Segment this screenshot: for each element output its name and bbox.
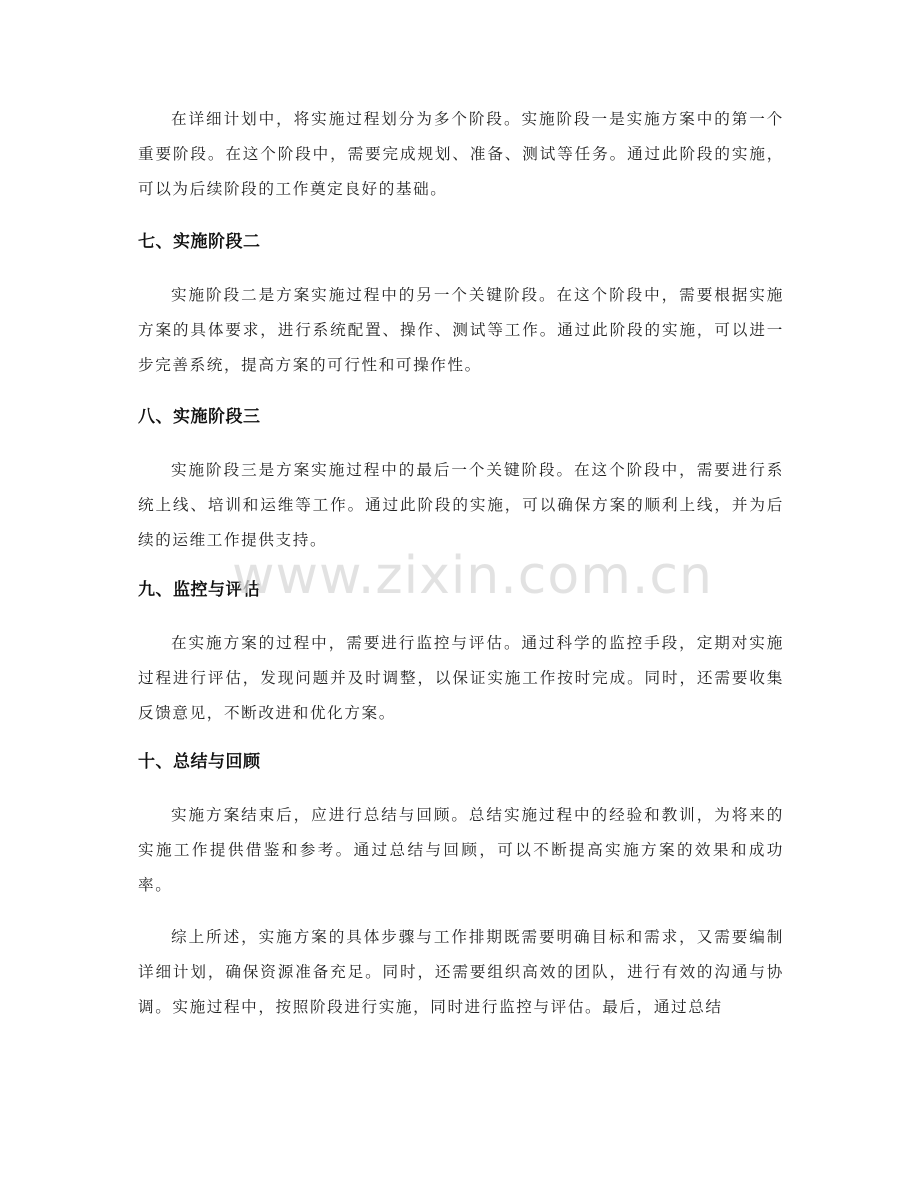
heading-section-7: 七、实施阶段二 [138, 232, 261, 252]
paragraph-conclusion: 综上所述，实施方案的具体步骤与工作排期既需要明确目标和需求，又需要编制详细计划，确保资源准备充足。同时，还需要组织高效的团队，进行有效的沟通与协调。实施过程中，按照阶段进行实施，同时进行监控与评估。最后，通过总结 [138, 928, 784, 1016]
paragraph-section-10: 实施方案结束后，应进行总结与回顾。总结实施过程中的经验和教训，为将来的实施工作提供借鉴和参考。通过总结与回顾，可以不断提高实施方案的效果和成功率。 [138, 806, 784, 894]
paragraph-phase-one: 在详细计划中，将实施过程划分为多个阶段。实施阶段一是实施方案中的第一个重要阶段。在这个阶段中，需要完成规划、准备、测试等任务。通过此阶段的实施，可以为后续阶段的工作奠定良好的基础。 [138, 110, 784, 198]
site-watermark: www.zixin.com.cn [232, 546, 713, 606]
heading-section-9: 九、监控与评估 [138, 580, 261, 600]
heading-section-10: 十、总结与回顾 [138, 752, 261, 772]
paragraph-section-9: 在实施方案的过程中，需要进行监控与评估。通过科学的监控手段，定期对实施过程进行评估，发现问题并及时调整，以保证实施工作按时完成。同时，还需要收集反馈意见，不断改进和优化方案。 [138, 634, 784, 722]
paragraph-section-8: 实施阶段三是方案实施过程中的最后一个关键阶段。在这个阶段中，需要进行系统上线、培训和运维等工作。通过此阶段的实施，可以确保方案的顺利上线，并为后续的运维工作提供支持。 [138, 461, 784, 549]
paragraph-section-7: 实施阶段二是方案实施过程中的另一个关键阶段。在这个阶段中，需要根据实施方案的具体要求，进行系统配置、操作、测试等工作。通过此阶段的实施，可以进一步完善系统，提高方案的可行性和可操作性。 [138, 286, 784, 374]
heading-section-8: 八、实施阶段三 [138, 407, 261, 427]
